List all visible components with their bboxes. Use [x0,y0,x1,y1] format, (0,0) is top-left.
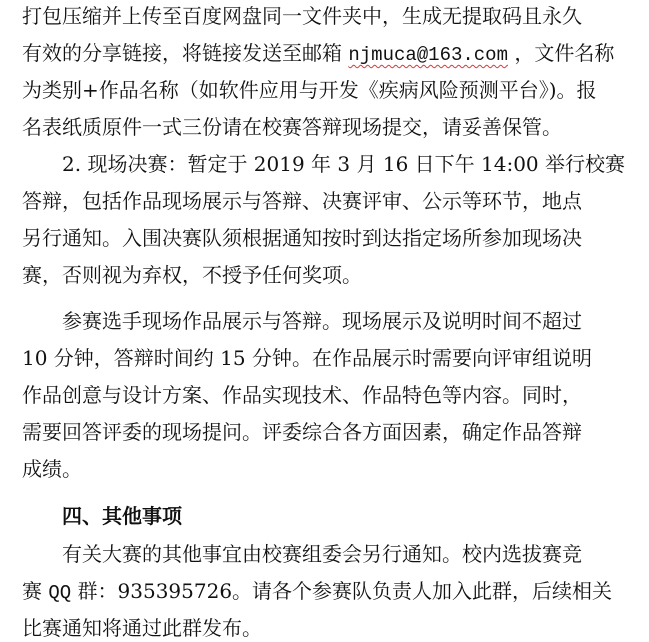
paragraph-1-line-4: 名表纸质原件一式三份请在校赛答辩现场提交，请妥善保管。 [22,115,562,139]
qq-label: QQ [48,582,72,604]
paragraph-3-line-2: 10 分钟，答辩时间约 15 分钟。在作品展示时需要向评审组说明 [22,346,592,370]
paragraph-4-line-2 [22,577,612,607]
paragraph-2-line-4: 赛，否则视为弃权，不授予任何奖项。 [22,263,362,287]
paragraph-2-line-3: 另行通知。入围决赛队须根据通知按时到达指定场所参加现场决 [22,226,582,250]
paragraph-4-line-1: 有关大赛的其他事宜由校赛组委会另行通知。校内选拔赛竞 [62,542,582,566]
email-address: njmuca@163.com [348,44,508,66]
section-heading: 四、其他事项 [62,504,182,528]
paragraph-4-line-2-text: 群：935395726。请各个参赛队负责人加入此群，后续相关 [77,579,613,603]
paragraph-1-line-3: 为类别+作品名称（如软件应用与开发《疾病风险预测平台》)。报 [22,78,597,102]
paragraph-2-line-1: 2. 现场决赛：暂定于 2019 年 3 月 16 日下午 14:00 举行校赛 [62,152,626,176]
paragraph-1-line-1: 打包压缩并上传至百度网盘同一文件夹中，生成无提取码且永久 [22,4,582,28]
paragraph-2-line-2: 答辩，包括作品现场展示与答辩、决赛评审、公示等环节，地点 [22,189,582,213]
paragraph-3-line-1: 参赛选手现场作品展示与答辩。现场展示及说明时间不超过 [62,309,582,333]
paragraph-1-line-2 [22,39,614,69]
paragraph-3-line-3: 作品创意与设计方案、作品实现技术、作品特色等内容。同时， [22,383,582,407]
paragraph-4-line-3: 比赛通知将通过此群发布。 [22,616,262,640]
paragraph-3-line-4: 需要回答评委的现场提问。评委综合各方面因素，确定作品答辩 [22,420,582,444]
paragraph-1-line-2-text: 有效的分享链接，将链接发送至邮箱 [22,41,342,65]
paragraph-1-line-2-tail: ，文件名称 [514,41,615,65]
paragraph-3-line-5: 成绩。 [22,457,82,481]
paragraph-4-line-2-head: 赛 [22,579,42,603]
